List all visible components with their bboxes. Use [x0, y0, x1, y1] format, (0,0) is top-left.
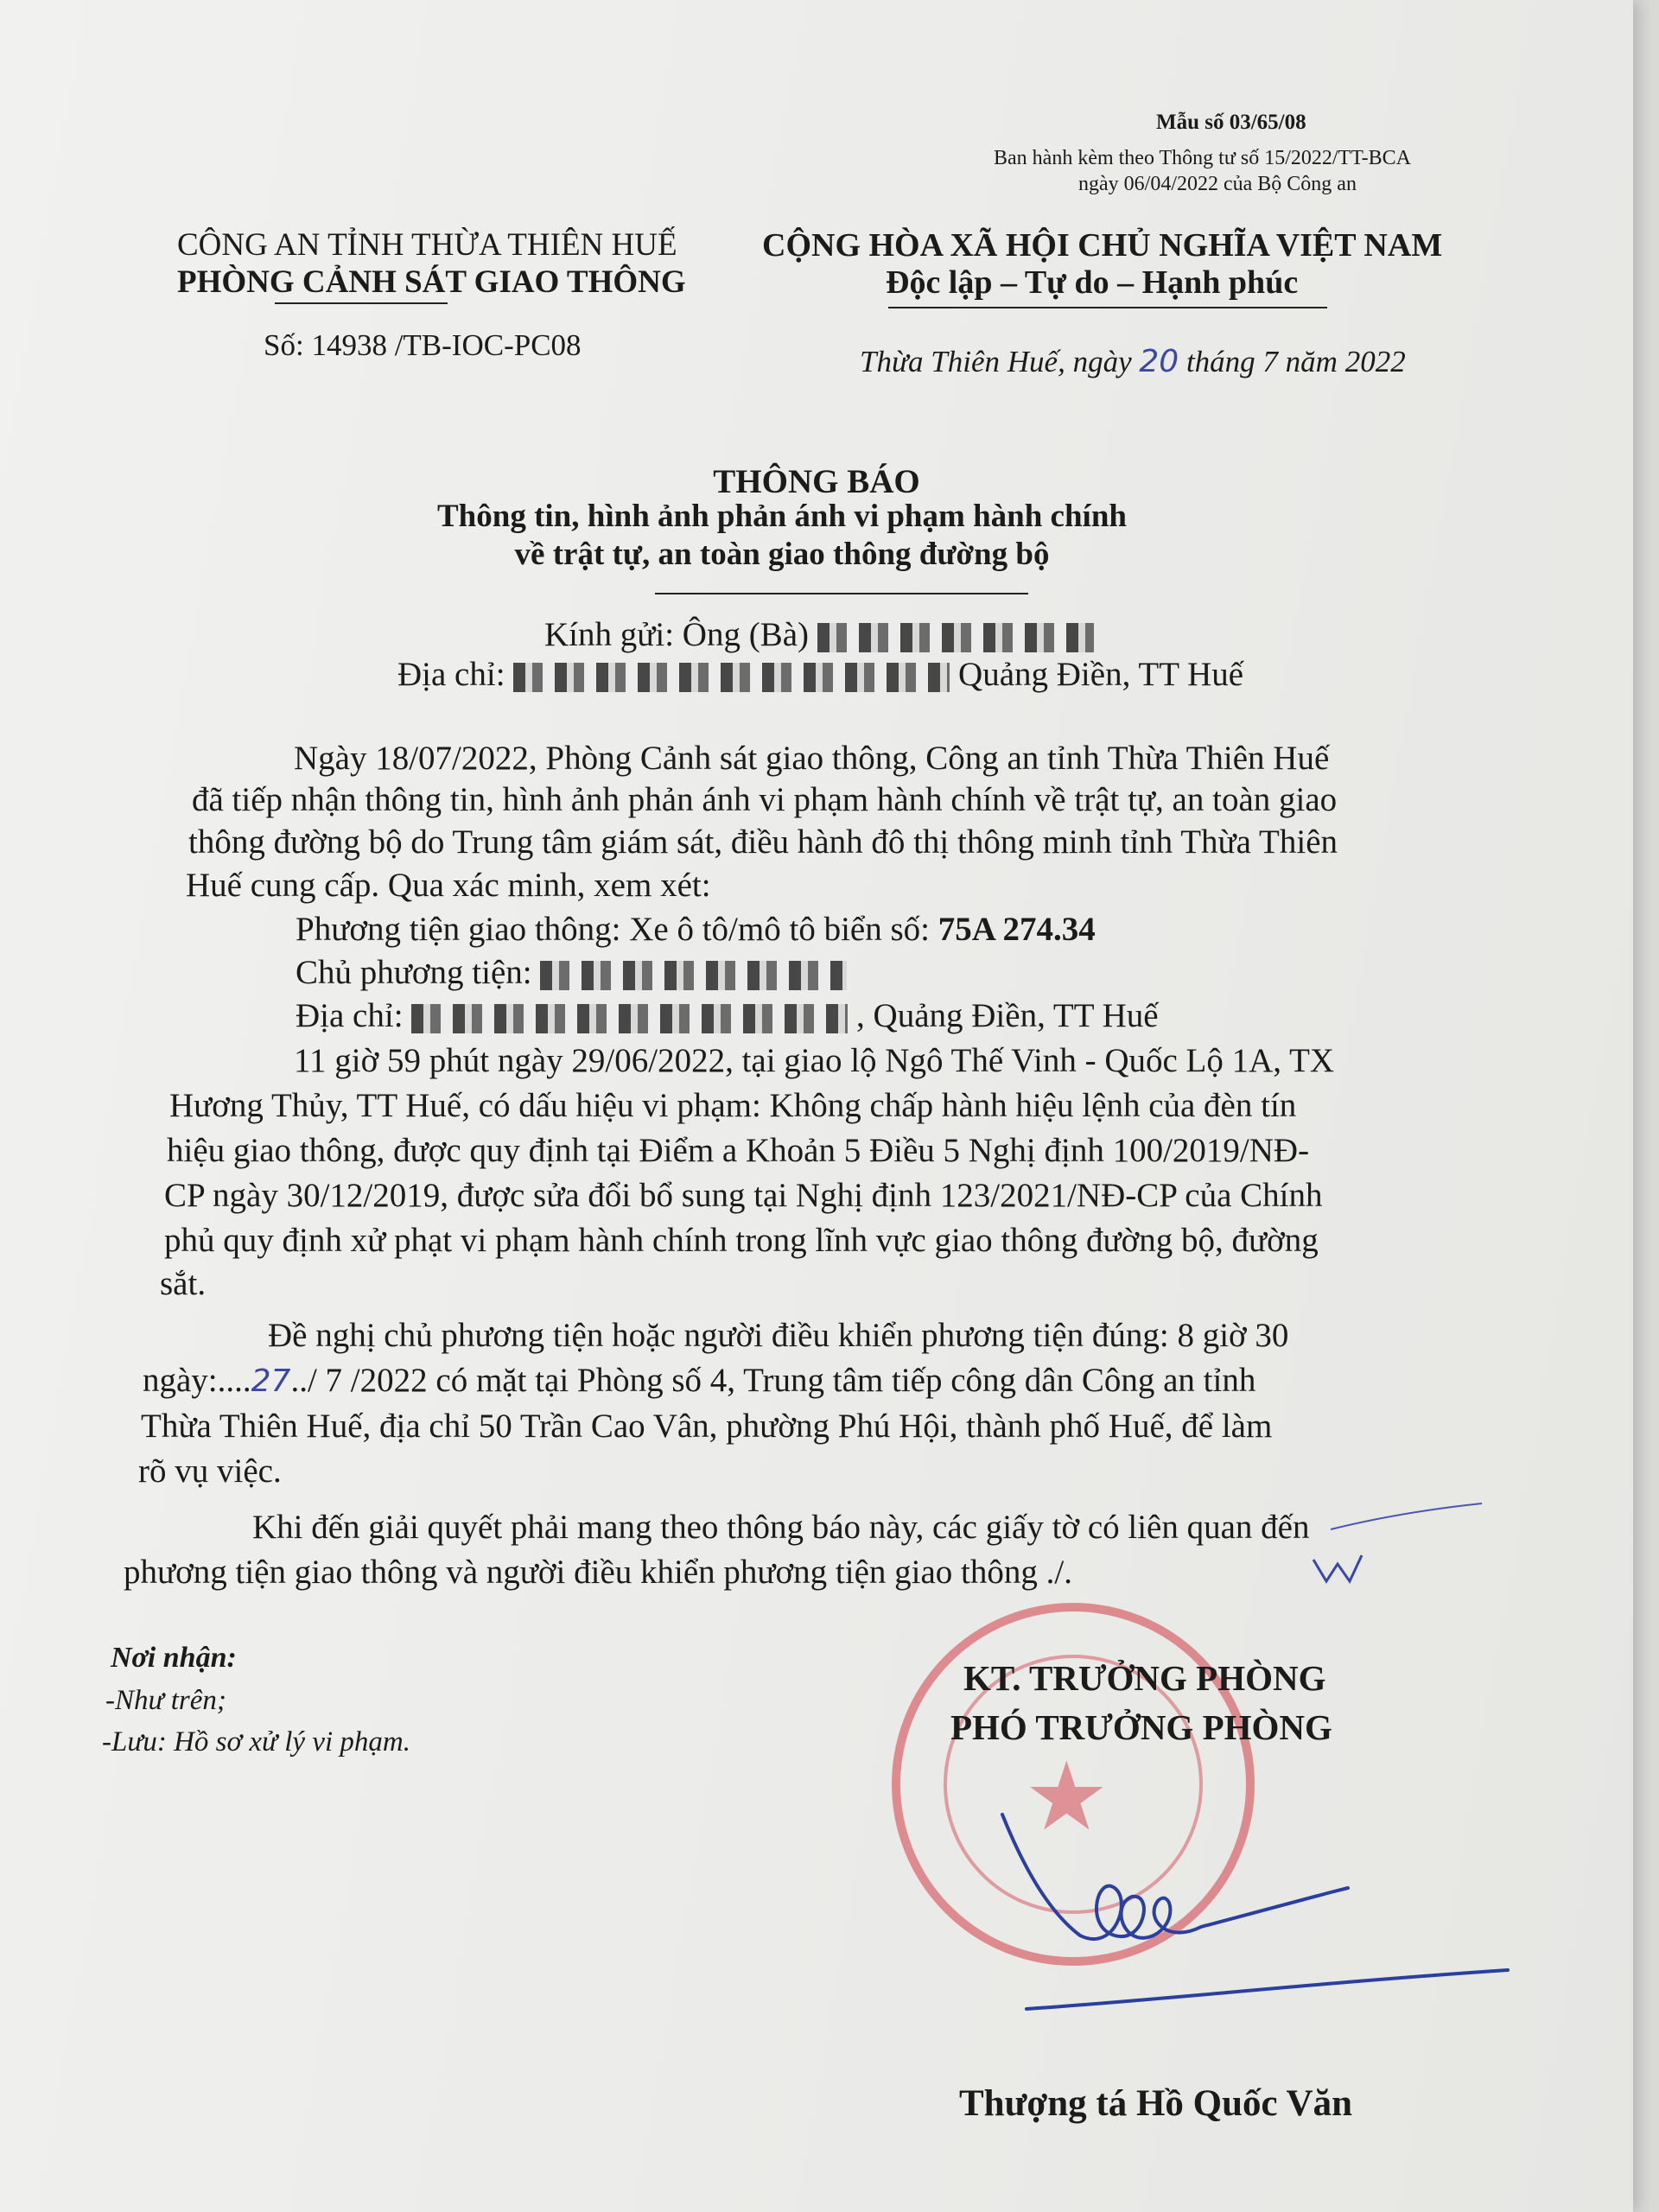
- owner-label: Chủ phương tiện:: [296, 954, 532, 991]
- signature-title-2: PHÓ TRƯỞNG PHÒNG: [950, 1707, 1332, 1747]
- recipient-address-label: Địa chỉ:: [397, 656, 505, 693]
- owner-line: [296, 953, 847, 992]
- handwritten-appointment-day: 27: [251, 1363, 291, 1399]
- redacted-name: [817, 623, 1094, 652]
- appointment-suffix: ../ 7 /2022 có mặt tại Phòng số 4, Trung tâm tiếp công dân Công an tỉnh: [290, 1362, 1256, 1399]
- signer-name: Thượng tá Hồ Quốc Văn: [959, 2083, 1353, 2124]
- form-reference-line-2: ngày 06/04/2022 của Bộ Công an: [1078, 173, 1357, 195]
- recipient-address-tail: Quảng Điền, TT Huế: [958, 656, 1244, 693]
- date-prefix: Thừa Thiên Huế, ngày: [860, 345, 1132, 378]
- vehicle-label: Phương tiện giao thông: Xe ô tô/mô tô biển số:: [296, 911, 930, 948]
- recipient-address-line: [397, 655, 1243, 694]
- license-plate: 75A 274.34: [938, 911, 1096, 948]
- recipients-heading: Nơi nhận:: [111, 1642, 237, 1674]
- redacted-address: [513, 663, 950, 692]
- date-suffix: tháng 7 năm 2022: [1185, 345, 1406, 378]
- country-name: CỘNG HÒA XÃ HỘI CHỦ NGHĨA VIỆT NAM: [762, 227, 1443, 264]
- motto-underline: [888, 307, 1327, 308]
- national-motto: Độc lập – Tự do – Hạnh phúc: [886, 264, 1299, 301]
- body-line: CP ngày 30/12/2019, được sửa đổi bổ sung tại Nghị định 123/2021/NĐ-CP của Chính: [164, 1177, 1323, 1214]
- body-line: 11 giờ 59 phút ngày 29/06/2022, tại giao lộ Ngô Thế Vinh - Quốc Lộ 1A, TX: [294, 1042, 1335, 1079]
- body-line: phương tiện giao thông và người điều khiển phương tiện giao thông ./.: [124, 1554, 1072, 1591]
- body-line: Đề nghị chủ phương tiện hoặc người điều khiển phương tiện đúng: 8 giờ 30: [268, 1317, 1289, 1354]
- body-line: Thừa Thiên Huế, địa chỉ 50 Trần Cao Vân, phường Phú Hội, thành phố Huế, để làm: [141, 1408, 1273, 1445]
- appointment-line: [143, 1361, 1255, 1400]
- body-line: Ngày 18/07/2022, Phòng Cảnh sát giao thông, Công an tỉnh Thừa Thiên Huế: [294, 740, 1330, 777]
- body-line: thông đường bộ do Trung tâm giám sát, điều hành đô thị thông minh tỉnh Thừa Thiên: [188, 823, 1338, 861]
- agency-underline: [275, 302, 448, 304]
- body-line: sắt.: [160, 1265, 207, 1302]
- owner-address-tail: , Quảng Điền, TT Huế: [856, 997, 1159, 1034]
- handwritten-signature: [985, 1806, 1538, 2013]
- seal-star-icon: ★: [1024, 1745, 1109, 1850]
- document-title: THÔNG BÁO: [713, 463, 920, 500]
- date-line: [860, 344, 1406, 379]
- form-reference-line-1: Ban hành kèm theo Thông tư số 15/2022/TT-BCA: [994, 147, 1411, 169]
- body-line: rõ vụ việc.: [138, 1452, 282, 1490]
- owner-address-line: [296, 996, 1159, 1035]
- body-line: Huế cung cấp. Qua xác minh, xem xét:: [186, 867, 711, 904]
- agency-name-line-2: PHÒNG CẢNH SÁT GIAO THÔNG: [177, 264, 686, 300]
- body-line: phủ quy định xử phạt vi phạm hành chính trong lĩnh vực giao thông đường bộ, đường: [164, 1222, 1319, 1259]
- redacted-owner-address: [411, 1004, 848, 1033]
- recipient-item: -Như trên;: [105, 1685, 226, 1716]
- vehicle-line: [296, 910, 1096, 949]
- recipient-line: [544, 615, 1094, 654]
- handwritten-mark: [1279, 1495, 1495, 1599]
- body-line: Hương Thủy, TT Huế, có dấu hiệu vi phạm: Không chấp hành hiệu lệnh của đèn tín: [169, 1087, 1297, 1124]
- appointment-prefix: ngày:....: [143, 1362, 251, 1399]
- document-number: Số: 14938 /TB-IOC-PC08: [264, 328, 582, 362]
- body-line: đã tiếp nhận thông tin, hình ảnh phản ánh vi phạm hành chính về trật tự, an toàn giao: [192, 781, 1338, 818]
- redacted-owner: [540, 961, 847, 990]
- signature-title-1: KT. TRƯỞNG PHÒNG: [963, 1658, 1326, 1698]
- document-subtitle-1: Thông tin, hình ảnh phản ánh vi phạm hành chính: [437, 499, 1127, 534]
- form-number: Mẫu số 03/65/08: [1156, 111, 1306, 134]
- agency-name-line-1: CÔNG AN TỈNH THỪA THIÊN HUẾ: [177, 227, 677, 263]
- body-line: Khi đến giải quyết phải mang theo thông báo này, các giấy tờ có liên quan đến: [252, 1509, 1310, 1546]
- document-subtitle-2: về trật tự, an toàn giao thông đường bộ: [514, 537, 1050, 572]
- recipient-item: -Lưu: Hồ sơ xử lý vi phạm.: [102, 1726, 410, 1758]
- title-underline: [655, 593, 1028, 594]
- handwritten-day: 20: [1139, 344, 1179, 379]
- owner-address-label: Địa chỉ:: [296, 997, 404, 1034]
- body-line: hiệu giao thông, được quy định tại Điểm a Khoản 5 Điều 5 Nghị định 100/2019/NĐ-: [167, 1132, 1310, 1169]
- recipient-label: Kính gửi: Ông (Bà): [544, 616, 810, 653]
